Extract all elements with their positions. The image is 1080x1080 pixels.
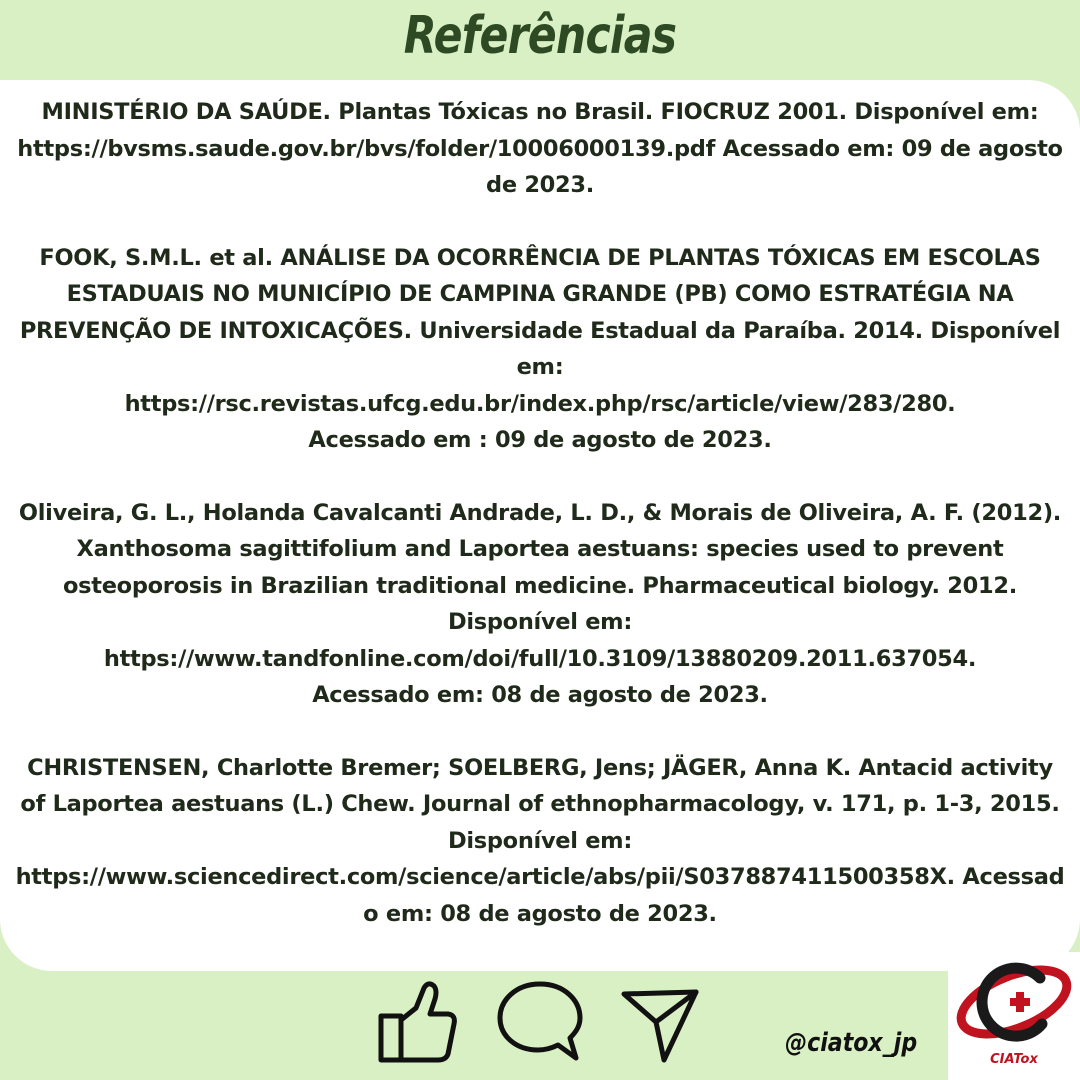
reference-item (14, 495, 1066, 714)
reference-accessed: Acessado em: 08 de agosto de 2023. (312, 682, 768, 708)
social-handle: @ciatox_jp (785, 1028, 918, 1058)
ciatox-logo (948, 952, 1080, 1080)
comment-icon[interactable] (496, 978, 584, 1070)
reference-item (14, 240, 1066, 459)
reference-item (14, 94, 1066, 204)
page-title: Referências (403, 6, 677, 66)
reference-accessed: Acessado em : 09 de agosto de 2023. (308, 427, 772, 453)
references-card (0, 80, 1080, 971)
like-icon[interactable] (376, 978, 460, 1070)
logo-text: CIATox (990, 1052, 1038, 1067)
send-icon[interactable] (618, 978, 702, 1070)
reference-link[interactable]: https://www.tandfonline.com/doi/full/10.3109/13880209.2011.637054. (103, 645, 977, 672)
reference-item (14, 750, 1066, 933)
reference-text: FOOK, S.M.L. et al. ANÁLISE DA OCORRÊNCIA DE PLANTAS TÓXICAS EM ESCOLAS ESTADUAIS NO MUNICÍPIO DE CAMPINA GRANDE (PB) COMO ESTRATÉGIA NA PREVENÇÃO DE INTOXICAÇÕES. Universidade Estadual da Paraíba. 2014. Disponível em: (19, 244, 1061, 380)
reference-text: MINISTÉRIO DA SAÚDE. Plantas Tóxicas no Brasil. FIOCRUZ 2001. Disponível em: https://bvsms.saude.gov.br/bvs/folder/10006000139.pdf Acessado em: 09 de agosto de 2023. (17, 99, 1063, 198)
reference-link[interactable]: https://www.sciencedirect.com/science/article/abs/pii/S037887411500358X. Acessado em: 08 de agosto de 2023. (15, 864, 1065, 927)
reference-text: CHRISTENSEN, Charlotte Bremer; SOELBERG, Jens; JÄGER, Anna K. Antacid activity of Laportea aestuans (L.) Chew. Journal of ethnopharmacology, v. 171, p. 1-3, 2015. Disponível em: (20, 754, 1060, 854)
reference-text: Oliveira, G. L., Holanda Cavalcanti Andrade, L. D., & Morais de Oliveira, A. F. (2012). Xanthosoma sagittifolium and Laportea aestuans: species used to prevent osteoporosis in Brazilian traditional medicine. Pharmaceutical biology. 2012. Disponível em: (18, 499, 1062, 635)
reference-link[interactable]: https://rsc.revistas.ufcg.edu.br/index.php/rsc/article/view/283/280. (124, 390, 956, 417)
logo-mark-icon (948, 952, 1080, 1052)
